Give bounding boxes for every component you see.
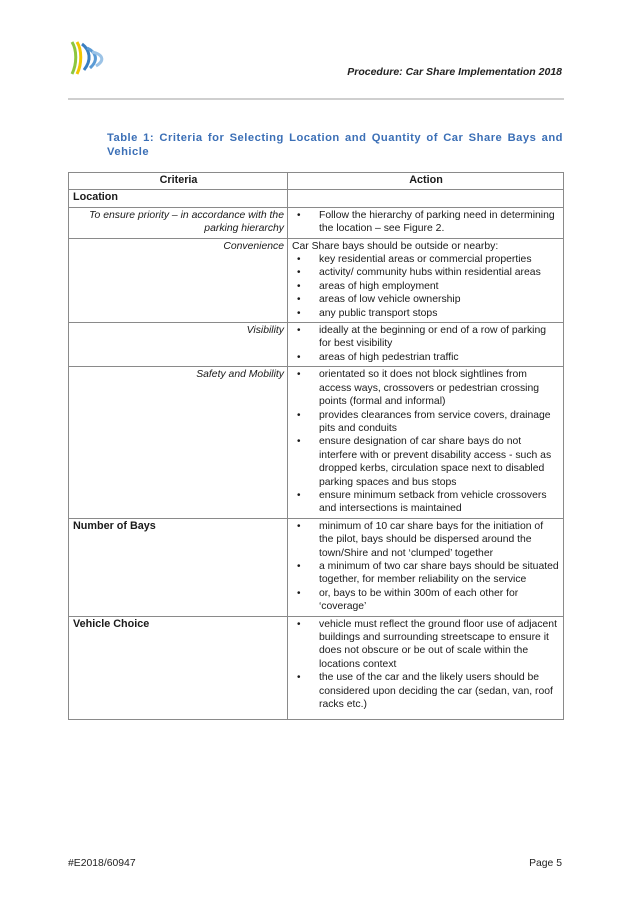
criteria-cell: Visibility (69, 323, 288, 367)
list-item: • Follow the hierarchy of parking need in determining the location – see Figure 2. (292, 209, 560, 236)
table-caption: Table 1: Criteria for Selecting Location and Quantity of Car Share Bays and Vehicle (107, 132, 563, 158)
page-number: Page 5 (529, 858, 562, 869)
action-cell (288, 323, 564, 367)
action-cell (288, 518, 564, 616)
table-header-row (69, 173, 564, 190)
list-item: • ensure minimum setback from vehicle crossovers and intersections is maintained (292, 489, 560, 516)
column-header-criteria: Criteria (69, 173, 288, 190)
table-row (69, 323, 564, 367)
list-item: • areas of high employment (292, 280, 560, 293)
list-item: • or, bays to be within 300m of each other for ‘coverage’ (292, 587, 560, 614)
table-row (69, 238, 564, 322)
list-item: • vehicle must reflect the ground floor use of adjacent buildings and surrounding streetscape to ensure it does not obscure or be out of scale within the locations context (292, 618, 560, 672)
list-item: • areas of high pedestrian traffic (292, 351, 560, 364)
section-row-location (69, 190, 564, 207)
list-item: • key residential areas or commercial properties (292, 253, 560, 266)
criteria-table (68, 172, 564, 720)
action-cell (288, 207, 564, 238)
action-cell (288, 367, 564, 518)
header-divider (68, 98, 564, 100)
list-item: • a minimum of two car share bays should be situated together, for member reliability on the service (292, 560, 560, 587)
list-item: • minimum of 10 car share bays for the initiation of the pilot, bays should be dispersed around the town/Shire and not ‘clumped’ together (292, 520, 560, 560)
list-item: • ideally at the beginning or end of a row of parking for best visibility (292, 324, 560, 351)
document-id: #E2018/60947 (68, 858, 136, 869)
criteria-cell: To ensure priority – in accordance with the parking hierarchy (69, 207, 288, 238)
section-label-number-of-bays: Number of Bays (69, 518, 288, 616)
section-row-number-of-bays (69, 518, 564, 616)
list-item: • ensure designation of car share bays do not interfere with or prevent disability access - such as dropped kerbs, circulation space next to disabled parking spaces and bus stops (292, 435, 560, 489)
list-item: • orientated so it does not block sightlines from access ways, crossovers or pedestrian crossing points (formal and informal) (292, 368, 560, 408)
list-item: • areas of low vehicle ownership (292, 293, 560, 306)
document-title: Procedure: Car Share Implementation 2018 (347, 66, 562, 78)
section-label-vehicle-choice: Vehicle Choice (69, 616, 288, 720)
list-item: • activity/ community hubs within residential areas (292, 266, 560, 279)
action-intro: Car Share bays should be outside or nearby: (292, 240, 499, 252)
organisation-logo-icon (66, 38, 110, 80)
criteria-cell: Safety and Mobility (69, 367, 288, 518)
list-item: • the use of the car and the likely users should be considered upon deciding the car (sedan, van, roof racks etc.) (292, 671, 560, 711)
list-item: • provides clearances from service covers, drainage pits and conduits (292, 409, 560, 436)
section-empty-cell (288, 190, 564, 207)
action-cell (288, 616, 564, 720)
table-row (69, 367, 564, 518)
table-row (69, 207, 564, 238)
section-label-location: Location (69, 190, 288, 207)
criteria-cell: Convenience (69, 238, 288, 322)
list-item: • any public transport stops (292, 307, 560, 320)
section-row-vehicle-choice (69, 616, 564, 720)
column-header-action: Action (288, 173, 564, 190)
action-cell (288, 238, 564, 322)
